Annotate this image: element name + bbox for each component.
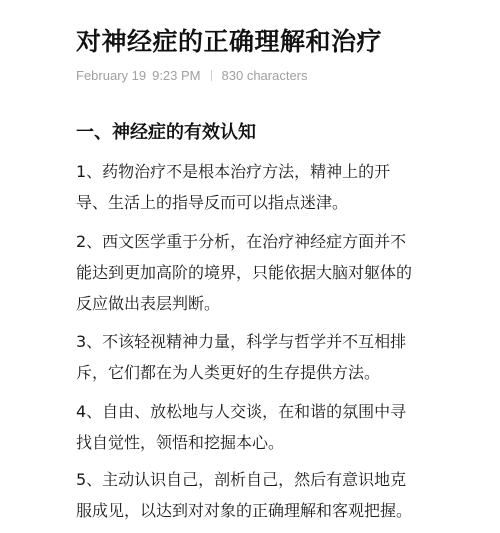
paragraph-line: 5、主动认识自己，剖析自己，然后有意识地克	[76, 470, 407, 489]
paragraph-line: 找自觉性，领悟和挖掘本心。	[76, 433, 285, 452]
note-char-count: 830 characters	[221, 68, 308, 83]
note-title[interactable]: 对神经症的正确理解和治疗	[76, 27, 383, 56]
paragraph-line: 3、不该轻视精神力量，科学与哲学并不互相排	[76, 332, 407, 351]
section-heading[interactable]: 一、神经症的有效认知	[76, 122, 256, 143]
paragraph-line: 1、药物治疗不是根本治疗方法，精神上的开	[76, 162, 391, 181]
paragraph-line: 2、西文医学重于分析，在治疗神经症方面并不	[76, 232, 407, 251]
note-date: February 19	[76, 68, 147, 83]
paragraph-line: 斥，它们都在为人类更好的生存提供方法。	[76, 363, 381, 382]
paragraph-line: 反应做出表层判断。	[76, 294, 221, 313]
note-meta	[76, 68, 308, 83]
paragraph-line: 4、自由、放松地与人交谈，在和谐的氛围中寻	[76, 402, 407, 421]
paragraph-line: 能达到更加高阶的境界，只能依据大脑对躯体的	[76, 263, 413, 282]
paragraph-4[interactable]	[76, 396, 436, 458]
paragraph-line: 服成见，以达到对对象的正确理解和客观把握。	[76, 501, 413, 520]
paragraph-3[interactable]	[76, 326, 436, 388]
paragraph-5[interactable]	[76, 464, 436, 526]
paragraph-1[interactable]	[76, 156, 436, 218]
meta-divider	[211, 70, 212, 81]
note-time: 9:23 PM	[152, 68, 201, 83]
paragraph-line: 导、生活上的指导反而可以指点迷津。	[76, 193, 349, 212]
paragraph-2[interactable]	[76, 226, 436, 319]
